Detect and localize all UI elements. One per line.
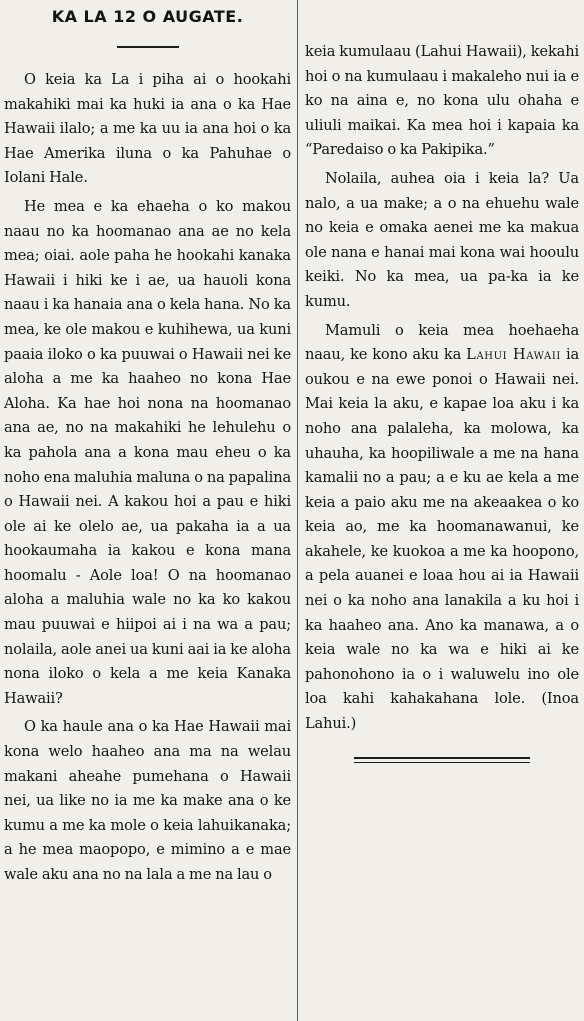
article-end-rule: [354, 757, 530, 763]
paragraph-3: O ka haule ana o ka Hae Hawaii mai kona welo haaheo ana ma na welau makani aheahe pumehana o Hawaii nei, ua like no ia me ka make ana o ke kumu a me ka mole o keia lahuikanaka; a he mea maopopo, e mimino a e mae wale aku ana no na lala a me na lau o: [4, 718, 291, 883]
article-headline: KA LA 12 O AUGATE.: [51, 7, 244, 26]
paragraph-4: Nolaila, auhea oia i keia la? Ua nalo, a ua make; a o na ehuehu wale no keia e omaka aenei me ka makua ole nana e hanai mai kona wai hooulu keiki. No ka mea, ua pa-ka ia ke kumu.: [305, 169, 579, 310]
paragraph-3-continued: keia kumulaau (Lahui Hawaii), kekahi hoi o na kumulaau i makaleho nui ia e ko na aina e, no kona ulu ohaha e uliuli maikai. Ka mea hoi i kapaia ka “Paredaiso o ka Pakipika.”: [305, 43, 579, 159]
column-divider: [297, 0, 298, 1021]
left-column: [4, 0, 291, 888]
paragraph-5-rest: ia oukou e na ewe ponoi o Hawaii nei. Mai keia la aku, e kapae loa aku i ka noho ana palaleha, ka molowa, ka uhauha, ka hoopiliwale a me na hana kamalii no a pau; a e ku ae kela a me keia a paio aku me na akeaakea o ko keia ao, me ka hoomanawanui, ke akahele, ke kuokoa a me ka hoopono, a pela auanei e loaa hou ai ia Hawaii nei o ka noho ana lanakila a ku hoi i ka haaheo ana. Ano ka manawa, a o keia wale no ka wa e hiki ai ke pahonohono ia o i waluwelu ino ole loa kahi kahakahana lole. (Inoa Lahui.): [305, 346, 580, 733]
paragraph-1: O keia ka La i piha ai o hookahi makahiki mai ka huki ia ana o ka Hae Hawaii ilalo; a me ka uu ia ana hoi o ka Hae Amerika iluna o ka Pahuhae o Iolani Hale.: [4, 71, 291, 187]
paragraph-5: [305, 319, 579, 737]
right-column: [305, 40, 579, 763]
paragraph-5-start: Mamuli o keia mea hoehaeha naau, ke kono aku ka: [305, 321, 579, 364]
headline-rule: [117, 46, 179, 48]
lahui-hawaii-smallcaps: Lahui Hawaii: [466, 346, 561, 364]
paragraph-2: He mea e ka ehaeha o ko makou naau no ka hoomanao ana ae no kela mea; oiai. aole paha he hookahi kanaka Hawaii i hiki ke i ae, ua hauoli kona naau i ka hanaia ana o kela hana. No ka mea, ke ole makou e kuhihewa, ua kuni paaia iloko o ka puuwai o Hawaii nei ke aloha a me ka haaheo no kona Hae Aloha. Ka hae hoi nona na hoomanao ana ae, no na makahiki he lehulehu o ka pahola ana a kona mau eheu o ka noho ena maluhia maluna o na papalina o Hawaii nei. A kakou hoi a pau e hiki ole ai ke olelo ae, ua pakaha ia a ua hookaumaha ia kakou e kona mana hoomalu - Aole loa! O na hoomanao aloha a maluhia wale no ka ko kakou mau puuwai e hiipoi ai i na wa a pau; nolaila, aole anei ua kuni aai ia ke aloha nona iloko o kela a me keia Kanaka Hawaii?: [4, 197, 291, 707]
